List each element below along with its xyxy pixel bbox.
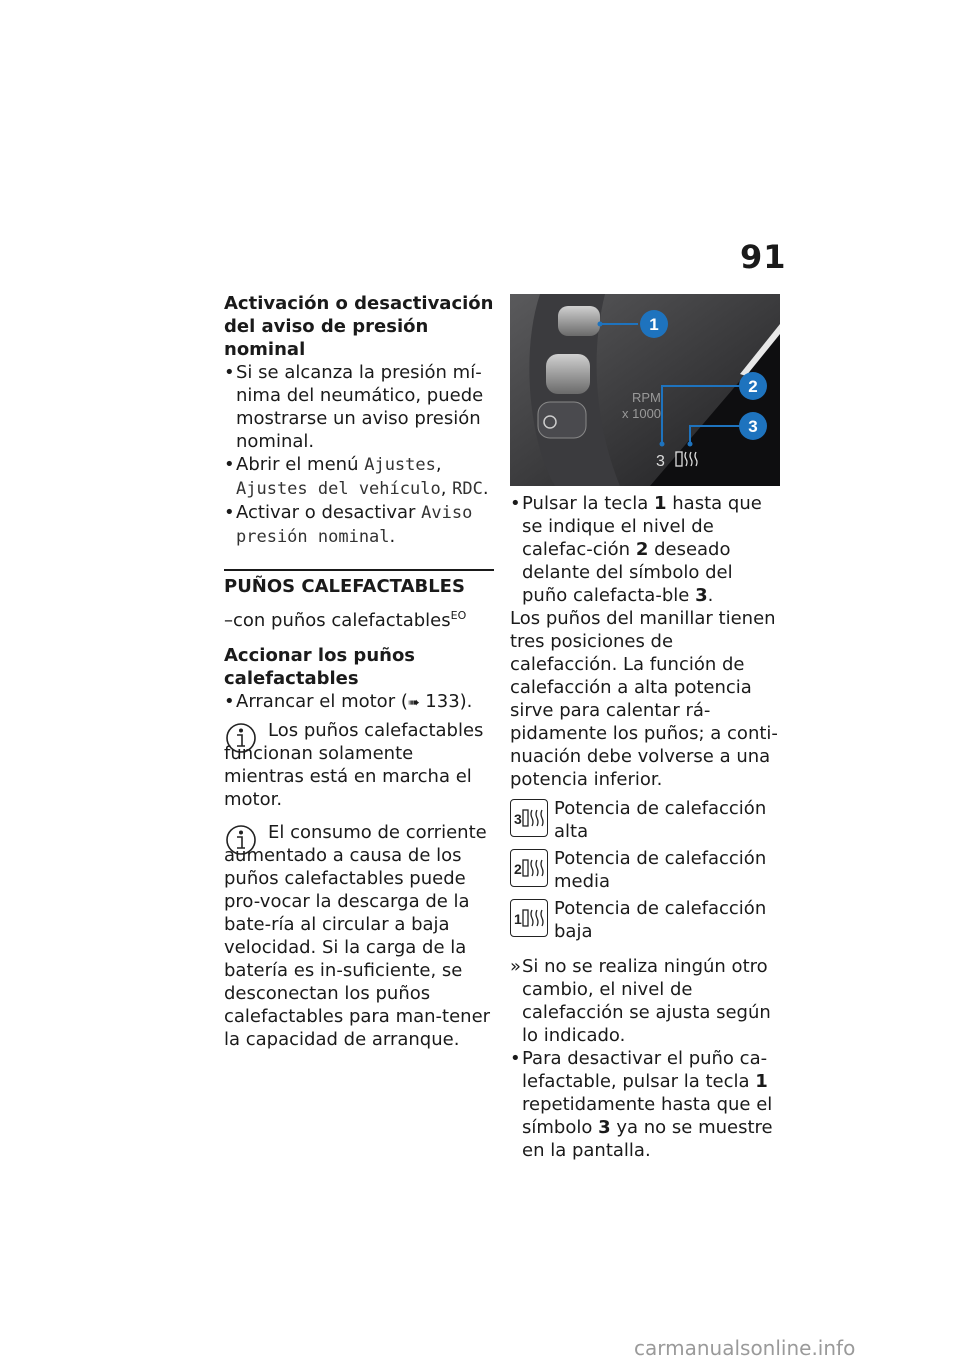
list-item: • Abrir el menú Ajustes, Ajustes del vehículo, RDC. — [224, 454, 489, 499]
menu-path-item: Ajustes — [364, 455, 436, 475]
equipment-superscript: EO — [450, 609, 467, 622]
svg-text:1: 1 — [649, 315, 659, 334]
svg-text:2: 2 — [514, 861, 522, 877]
result-arrow-icon: » — [510, 956, 522, 977]
result-item: » Si no se realiza ningún otro cambio, el nivel de calefacción se ajusta según lo indicado. — [510, 956, 771, 1046]
heat-level-label: Potencia de calefacción alta — [554, 798, 767, 842]
svg-text:3: 3 — [514, 811, 522, 827]
handlebar-switch-illustration — [510, 294, 780, 486]
svg-text:x 1000: x 1000 — [622, 406, 662, 421]
bullet-icon: • — [224, 502, 235, 523]
info-icon — [224, 721, 258, 755]
list-item: • Si se alcanza la presión mí-nima del neumático, puede mostrarse un aviso presión nominal. — [224, 362, 484, 452]
svg-text:3: 3 — [656, 453, 665, 470]
heading-tire-pressure-warning: Activación o desactivación del aviso de presión nominal — [224, 293, 494, 360]
menu-path-item: Ajustes del vehículo — [236, 479, 441, 499]
list-item: • Arrancar el motor (➠ 133). — [224, 691, 473, 712]
list-item: • Para desactivar el puño ca-lefactable, pulsar la tecla 1 repetidamente hasta que el símbolo 3 ya no se muestre en la pantalla. — [510, 1048, 773, 1161]
bullet-icon: • — [224, 362, 235, 383]
list-item: • Activar o desactivar Aviso presión nominal. — [224, 502, 473, 547]
svg-text:3: 3 — [748, 417, 758, 436]
section-title: PUÑOS CALEFACTABLES — [224, 569, 494, 598]
menu-option: Aviso presión nominal — [236, 503, 473, 547]
heat-level-label: Potencia de calefacción media — [554, 848, 767, 892]
heading-heated-grips: Accionar los puños calefactables — [224, 645, 416, 689]
info-note: Los puños calefactables funcionan solamente mientras está en marcha el motor. — [224, 720, 484, 810]
bullet-icon: • — [224, 691, 235, 712]
heat-level-row — [510, 897, 782, 947]
heat-level-1-icon — [510, 899, 548, 937]
page-number: 91 — [740, 238, 787, 276]
menu-path-item: RDC — [452, 479, 483, 499]
paragraph-heat-levels: Los puños del manillar tienen tres posiciones de calefacción. La función de calefacción a alta potencia sirve para calentar rá-pidamente los puños; a conti-nuación debe volverse a una potencia inferior. — [510, 608, 778, 790]
heat-level-label: Potencia de calefacción baja — [554, 898, 767, 942]
list-item: • Pulsar la tecla 1 hasta que se indique el nivel de calefac-ción 2 deseado delante del símbolo del puño calefacta-ble 3. — [510, 493, 762, 606]
handlebar-switch-photo — [510, 294, 780, 486]
heat-level-row — [510, 797, 782, 847]
page-ref-arrow-icon: ➠ — [407, 695, 420, 711]
bullet-icon: • — [510, 1048, 521, 1069]
right-column — [510, 492, 782, 1162]
info-icon — [224, 823, 258, 857]
svg-text:RPM: RPM — [632, 390, 661, 405]
svg-text:1: 1 — [514, 911, 522, 927]
heat-level-3-icon — [510, 799, 548, 837]
info-note: El consumo de corriente aumentado a causa de los puños calefactables puede pro-vocar la descarga de la bate-ría al circular a baja velocidad. Si la carga de la batería es in-suficiente, se desconectan los puños calefactables para man-tener la capacidad de arranque. — [224, 822, 491, 1050]
equipment-line: –con puños calefactables$^{EO}$ — [224, 609, 467, 631]
watermark-footer: carmanualsonline.info — [634, 1336, 856, 1360]
left-column — [224, 292, 494, 1051]
bullet-icon: • — [224, 454, 235, 475]
svg-text:2: 2 — [748, 377, 758, 396]
heat-level-2-icon — [510, 849, 548, 887]
bullet-icon: • — [510, 493, 521, 514]
heat-level-row — [510, 847, 782, 897]
